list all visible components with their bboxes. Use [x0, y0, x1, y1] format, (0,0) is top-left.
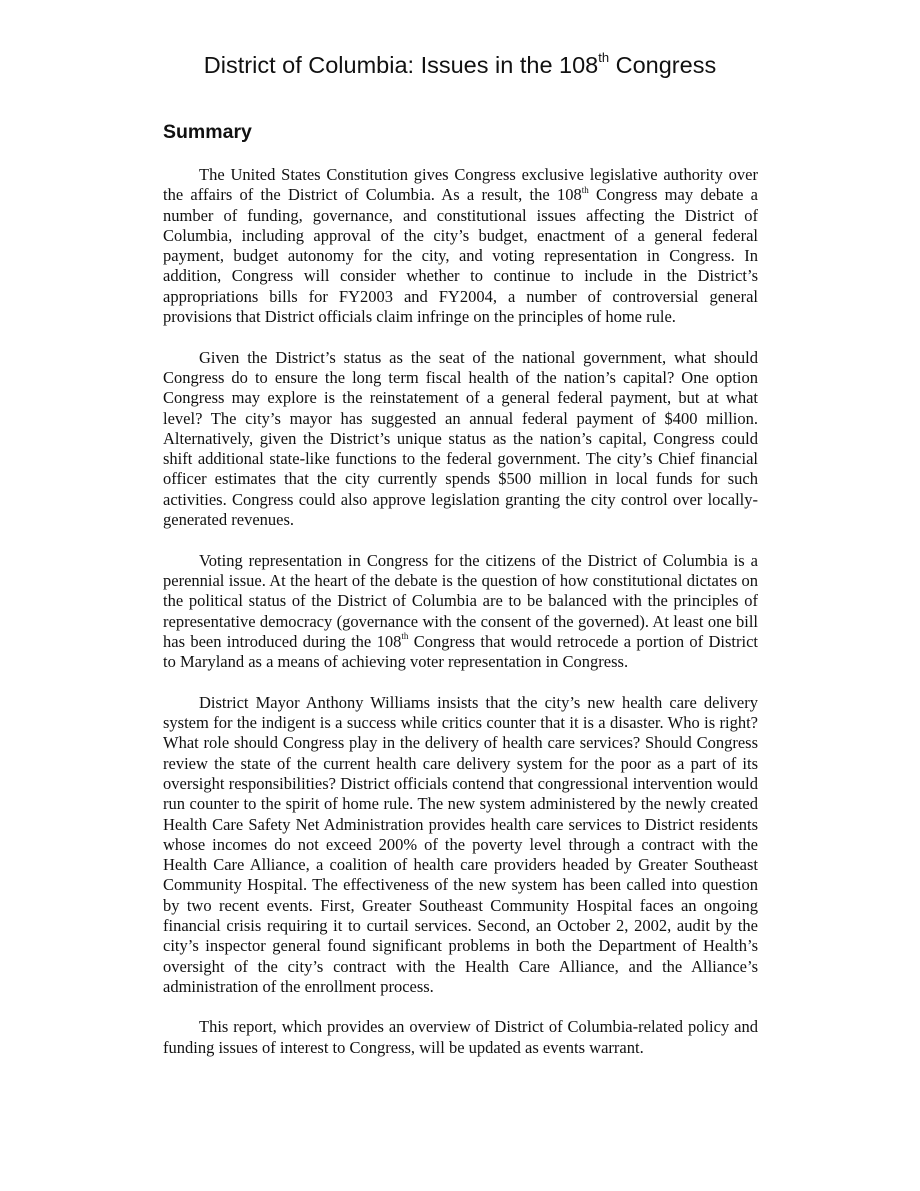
paragraph-4: [163, 693, 758, 997]
paragraph-1: [163, 165, 758, 327]
paragraph-text: This report, which provides an overview of District of Columbia-related policy and funding issues of interest to Congress, will be updated as events warrant.: [163, 1017, 758, 1057]
title-ordinal-suffix: th: [598, 50, 610, 66]
paragraph-3: [163, 551, 758, 673]
section-heading: Summary: [163, 121, 252, 143]
summary-body: [163, 165, 758, 1078]
paragraph-text: Given the District’s status as the seat of the national government, what should Congress do to ensure the long term fiscal health of the nation’s capital? One option Congress may explore is the reinstatement of a general federal payment, but at what level? The city’s mayor has suggested an annual federal payment of $400 million. Alternatively, given the District’s unique status as the nation’s capital, Congress could shift additional state-like functions to the federal government. The city’s Chief financial officer estimates that the city currently spends $500 million in local funds for such activities. Congress could also approve legislation granting the city control over locally-generated revenues.: [163, 347, 758, 530]
ordinal-suffix: th: [401, 631, 409, 642]
title-text-end: Congress: [609, 52, 717, 78]
ordinal-suffix: th: [581, 184, 589, 195]
paragraph-text-cont: Congress that would retrocede a portion of District to Maryland as a means of achieving voter representation in Congress.: [163, 631, 758, 672]
paragraph-text: Voting representation in Congress for the citizens of the District of Columbia is a perennial issue. At the heart of the debate is the question of how constitutional dictates on the political status of the District of Columbia are to be balanced with the principles of representative democracy (governance with the consent of the governed). At least one bill has been introduced during the 108: [163, 550, 758, 651]
paragraph-text: The United States Constitution gives Congress exclusive legislative authority over the affairs of the District of Columbia. As a result, the 108: [163, 165, 758, 205]
document-title: [0, 52, 920, 79]
title-text: District of Columbia: Issues in the 108: [203, 52, 599, 78]
paragraph-text: District Mayor Anthony Williams insists that the city’s new health care delivery system for the indigent is a success while critics counter that it is a disaster. Who is right? What role should Congress play in the delivery of health care services? Should Congress review the state of the current health care delivery system for the poor as a part of its oversight responsibilities? District officials contend that congressional intervention would run counter to the spirit of home rule. The new system administered by the newly created Health Care Safety Net Administration provides health care services to District residents whose incomes do not exceed 200% of the poverty level through a contract with the Health Care Alliance, a coalition of health care providers headed by Greater Southeast Community Hospital. The effectiveness of the new system has been called into question by two recent events. First, Greater Southeast Community Hospital faces an ongoing financial crisis requiring it to curtail services. Second, an October 2, 2002, audit by the city’s inspector general found significant problems in both the Department of Health’s oversight of the city’s contract with the Health Care Alliance, and the Alliance’s administration of the enrollment process.: [163, 692, 758, 996]
paragraph-5: [163, 1017, 758, 1058]
paragraph-2: [163, 348, 758, 531]
paragraph-text-cont: Congress may debate a number of funding, governance, and constitutional issues affecting the District of Columbia, including approval of the city’s budget, enactment of a general federal payment, budget autonomy for the city, and voting representation in Congress. In addition, Congress will consider whether to continue to include in the District’s appropriations bills for FY2003 and FY2004, a number of controversial general provisions that District officials claim infringe on the principles of home rule.: [163, 185, 758, 327]
